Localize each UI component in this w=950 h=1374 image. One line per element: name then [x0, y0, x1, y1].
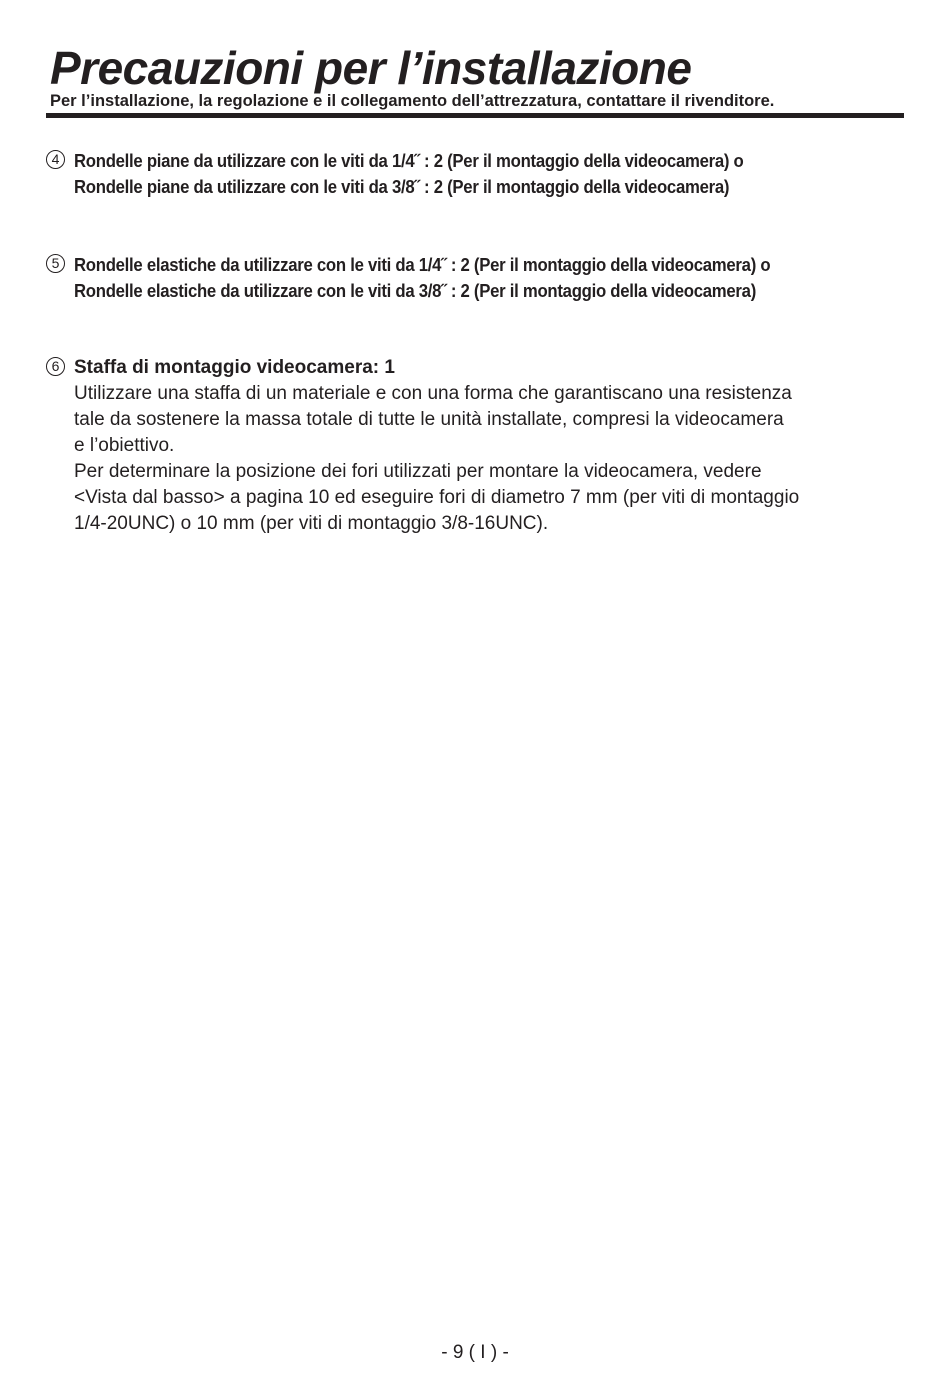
- item-6-body-line-3: e l’obiettivo.: [74, 435, 175, 456]
- item-6-body-line-1: Utilizzare una staffa di un materiale e con una forma che garantiscano una resistenza: [74, 383, 792, 404]
- item-4-line-1: Rondelle piane da utilizzare con le viti da 1/4˝ : 2 (Per il montaggio della videocamera) o: [74, 151, 744, 171]
- page-title: Precauzioni per l’installazione: [50, 42, 692, 94]
- list-item-6: [46, 355, 916, 537]
- page-subtitle: Per l’installazione, la regolazione e il collegamento dell’attrezzatura, contattare il rivenditore.: [50, 92, 775, 110]
- item-5-line-2: Rondelle elastiche da utilizzare con le viti da 3/8˝ : 2 (Per il montaggio della videocamera): [74, 281, 756, 301]
- list-item-4: [46, 148, 916, 200]
- circled-number-6: 6: [46, 357, 65, 376]
- list-item-5: [46, 252, 916, 304]
- item-6-body-line-2: tale da sostenere la massa totale di tutte le unità installate, compresi la videocamera: [74, 409, 784, 430]
- circled-number-5: 5: [46, 254, 65, 273]
- title-divider: [46, 113, 904, 118]
- page-number: - 9 ( I ) -: [441, 1342, 509, 1363]
- item-4-line-2: Rondelle piane da utilizzare con le viti da 3/8˝ : 2 (Per il montaggio della videocamera): [74, 177, 730, 197]
- item-6-body-line-6: 1/4-20UNC) o 10 mm (per viti di montaggio 3/8-16UNC).: [74, 513, 549, 534]
- item-6-heading: Staffa di montaggio videocamera: 1: [74, 357, 395, 378]
- item-6-body-line-4: Per determinare la posizione dei fori utilizzati per montare la videocamera, vedere: [74, 461, 762, 482]
- circled-number-4: 4: [46, 150, 65, 169]
- item-5-line-1: Rondelle elastiche da utilizzare con le viti da 1/4˝ : 2 (Per il montaggio della videocamera) o: [74, 255, 771, 275]
- item-6-body-line-5: <Vista dal basso> a pagina 10 ed eseguire fori di diametro 7 mm (per viti di montaggio: [74, 487, 800, 508]
